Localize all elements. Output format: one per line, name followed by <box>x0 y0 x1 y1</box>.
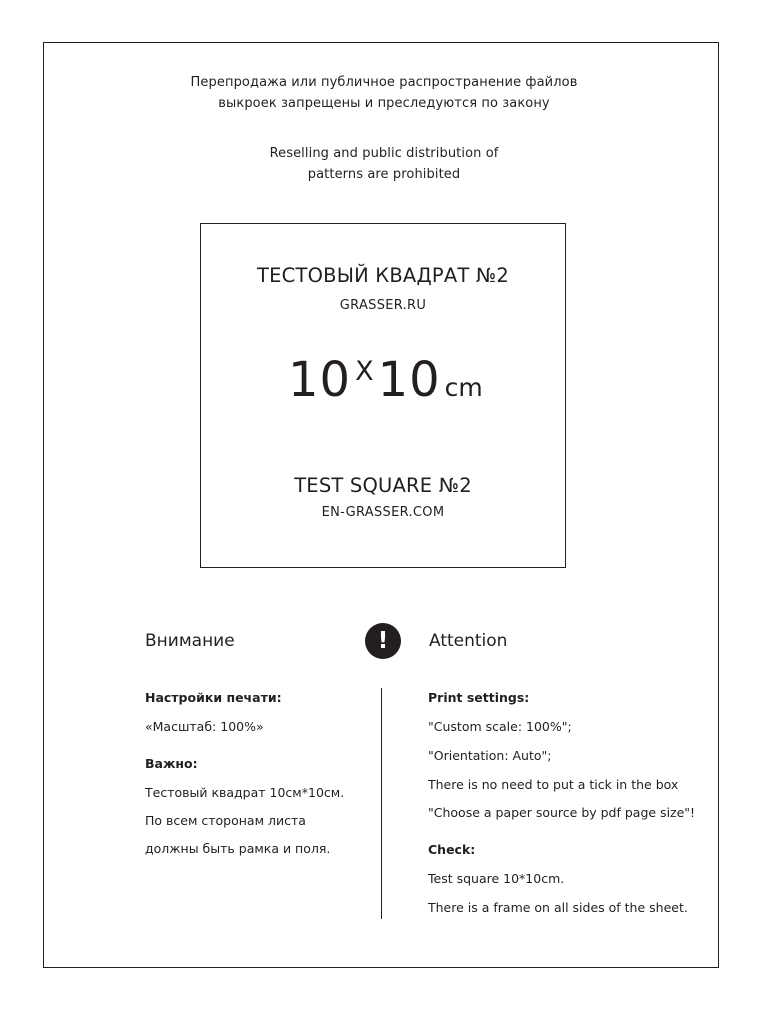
check-line-2-en: There is a frame on all sides of the sheet. <box>428 900 688 915</box>
paper-source-note-en: "Choose a paper source by pdf page size"! <box>428 805 696 820</box>
test-square-site-ru: GRASSER.RU <box>339 298 427 313</box>
test-square-title-en: TEST SQUARE №2 <box>294 474 472 497</box>
scale-setting-en: "Custom scale: 100%"; <box>428 719 572 734</box>
copyright-notice-en <box>0 143 768 185</box>
important-heading-ru: Важно: <box>145 756 198 771</box>
notice-en-line-2: patterns are prohibited <box>307 167 461 182</box>
test-square-box <box>200 223 566 568</box>
print-settings-heading-ru: Настройки печати: <box>145 690 282 705</box>
check-heading-en: Check: <box>428 842 476 857</box>
size-unit: cm <box>444 373 483 402</box>
instruction-ru-line-1: Тестовый квадрат 10см*10см. <box>145 785 345 800</box>
test-square-site-en: EN-GRASSER.COM <box>321 505 445 520</box>
size-width: 10 <box>288 352 352 408</box>
attention-heading-en: Attention <box>429 631 508 651</box>
print-settings-heading-en: Print settings: <box>428 690 530 705</box>
size-height: 10 <box>377 352 441 408</box>
attention-heading-ru: Внимание <box>145 631 235 651</box>
check-line-1-en: Test square 10*10cm. <box>428 871 565 886</box>
notice-ru-line-1: Перепродажа или публичное распространение файлов <box>190 75 578 90</box>
instruction-ru-line-3: должны быть рамка и поля. <box>145 841 331 856</box>
copyright-notice-ru <box>0 72 768 114</box>
test-square-title-ru: ТЕСТОВЫЙ КВАДРАТ №2 <box>257 264 509 287</box>
scale-setting-ru: «Масштаб: 100%» <box>145 719 264 734</box>
orientation-setting-en: "Orientation: Auto"; <box>428 748 552 763</box>
instruction-ru-line-2: По всем сторонам листа <box>145 813 306 828</box>
exclamation-icon: ! <box>365 623 401 659</box>
notice-en-line-1: Reselling and public distribution of <box>269 146 499 161</box>
test-square-size <box>288 352 483 408</box>
size-separator: X <box>355 356 374 387</box>
column-divider <box>381 688 382 919</box>
notice-ru-line-2: выкроек запрещены и преследуются по закону <box>218 96 550 111</box>
tick-note-en: There is no need to put a tick in the box <box>428 777 679 792</box>
